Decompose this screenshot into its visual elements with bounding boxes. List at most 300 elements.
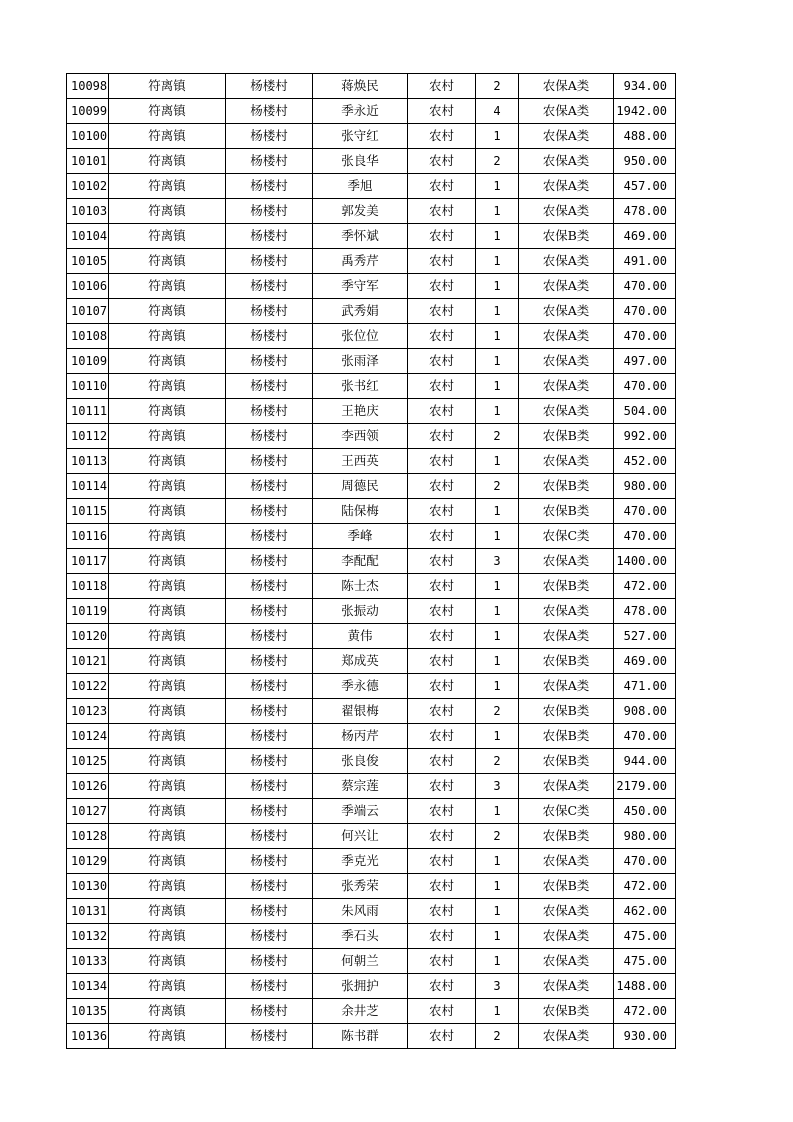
household-size-cell: 1 (476, 199, 519, 224)
category-cell: 农保B类 (519, 424, 614, 449)
category-cell: 农保A类 (519, 849, 614, 874)
name-cell: 何朝兰 (313, 949, 408, 974)
residence-type-cell: 农村 (408, 349, 476, 374)
name-cell: 季永德 (313, 674, 408, 699)
amount-cell: 450.00 (614, 799, 676, 824)
record-id-cell: 10123 (67, 699, 109, 724)
table-row (67, 924, 676, 949)
table-row (67, 874, 676, 899)
name-cell: 周德民 (313, 474, 408, 499)
town-cell: 符离镇 (109, 399, 226, 424)
table-row (67, 949, 676, 974)
record-id-cell: 10109 (67, 349, 109, 374)
category-cell: 农保A类 (519, 349, 614, 374)
category-cell: 农保B类 (519, 499, 614, 524)
village-cell: 杨楼村 (226, 549, 313, 574)
name-cell: 张拥护 (313, 974, 408, 999)
household-size-cell: 1 (476, 999, 519, 1024)
village-cell: 杨楼村 (226, 924, 313, 949)
record-id-cell: 10115 (67, 499, 109, 524)
name-cell: 张良俊 (313, 749, 408, 774)
record-id-cell: 10101 (67, 149, 109, 174)
residence-type-cell: 农村 (408, 449, 476, 474)
name-cell: 张书红 (313, 374, 408, 399)
residence-type-cell: 农村 (408, 424, 476, 449)
amount-cell: 469.00 (614, 224, 676, 249)
village-cell: 杨楼村 (226, 199, 313, 224)
table-row (67, 1024, 676, 1049)
category-cell: 农保A类 (519, 124, 614, 149)
name-cell: 蔡宗莲 (313, 774, 408, 799)
residence-type-cell: 农村 (408, 299, 476, 324)
residence-type-cell: 农村 (408, 774, 476, 799)
residence-type-cell: 农村 (408, 174, 476, 199)
table-row (67, 349, 676, 374)
village-cell: 杨楼村 (226, 699, 313, 724)
table-row (67, 449, 676, 474)
name-cell: 蒋焕民 (313, 74, 408, 99)
household-size-cell: 2 (476, 1024, 519, 1049)
village-cell: 杨楼村 (226, 849, 313, 874)
amount-cell: 944.00 (614, 749, 676, 774)
amount-cell: 478.00 (614, 599, 676, 624)
table-row (67, 674, 676, 699)
record-id-cell: 10098 (67, 74, 109, 99)
table-row (67, 599, 676, 624)
table-row (67, 424, 676, 449)
category-cell: 农保C类 (519, 799, 614, 824)
record-id-cell: 10125 (67, 749, 109, 774)
category-cell: 农保B类 (519, 999, 614, 1024)
table-row (67, 399, 676, 424)
amount-cell: 980.00 (614, 824, 676, 849)
record-id-cell: 10130 (67, 874, 109, 899)
category-cell: 农保B类 (519, 649, 614, 674)
residence-type-cell: 农村 (408, 874, 476, 899)
record-id-cell: 10118 (67, 574, 109, 599)
town-cell: 符离镇 (109, 774, 226, 799)
town-cell: 符离镇 (109, 899, 226, 924)
name-cell: 余井芝 (313, 999, 408, 1024)
village-cell: 杨楼村 (226, 474, 313, 499)
category-cell: 农保B类 (519, 224, 614, 249)
amount-cell: 475.00 (614, 949, 676, 974)
table-row (67, 824, 676, 849)
amount-cell: 2179.00 (614, 774, 676, 799)
table-row (67, 724, 676, 749)
town-cell: 符离镇 (109, 349, 226, 374)
household-size-cell: 1 (476, 899, 519, 924)
table-row (67, 999, 676, 1024)
village-cell: 杨楼村 (226, 399, 313, 424)
amount-cell: 470.00 (614, 324, 676, 349)
amount-cell: 930.00 (614, 1024, 676, 1049)
table-row (67, 74, 676, 99)
category-cell: 农保A类 (519, 549, 614, 574)
residence-type-cell: 农村 (408, 949, 476, 974)
table-row (67, 749, 676, 774)
category-cell: 农保A类 (519, 924, 614, 949)
residence-type-cell: 农村 (408, 524, 476, 549)
name-cell: 郑成英 (313, 649, 408, 674)
residence-type-cell: 农村 (408, 199, 476, 224)
town-cell: 符离镇 (109, 174, 226, 199)
amount-cell: 1942.00 (614, 99, 676, 124)
record-id-cell: 10113 (67, 449, 109, 474)
residence-type-cell: 农村 (408, 474, 476, 499)
village-cell: 杨楼村 (226, 824, 313, 849)
name-cell: 陈书群 (313, 1024, 408, 1049)
record-id-cell: 10131 (67, 899, 109, 924)
name-cell: 李西领 (313, 424, 408, 449)
household-size-cell: 1 (476, 724, 519, 749)
town-cell: 符离镇 (109, 124, 226, 149)
village-cell: 杨楼村 (226, 349, 313, 374)
name-cell: 季克光 (313, 849, 408, 874)
name-cell: 张振动 (313, 599, 408, 624)
table-body (67, 74, 676, 1049)
record-id-cell: 10105 (67, 249, 109, 274)
amount-cell: 462.00 (614, 899, 676, 924)
name-cell: 季峰 (313, 524, 408, 549)
village-cell: 杨楼村 (226, 274, 313, 299)
category-cell: 农保A类 (519, 774, 614, 799)
town-cell: 符离镇 (109, 849, 226, 874)
household-size-cell: 2 (476, 749, 519, 774)
village-cell: 杨楼村 (226, 524, 313, 549)
household-size-cell: 2 (476, 474, 519, 499)
record-id-cell: 10111 (67, 399, 109, 424)
village-cell: 杨楼村 (226, 874, 313, 899)
amount-cell: 470.00 (614, 499, 676, 524)
residence-type-cell: 农村 (408, 824, 476, 849)
category-cell: 农保C类 (519, 524, 614, 549)
village-cell: 杨楼村 (226, 799, 313, 824)
category-cell: 农保B类 (519, 474, 614, 499)
household-size-cell: 1 (476, 374, 519, 399)
amount-cell: 527.00 (614, 624, 676, 649)
table-row (67, 974, 676, 999)
household-size-cell: 1 (476, 124, 519, 149)
record-id-cell: 10112 (67, 424, 109, 449)
name-cell: 张位位 (313, 324, 408, 349)
table-row (67, 149, 676, 174)
household-size-cell: 1 (476, 274, 519, 299)
category-cell: 农保A类 (519, 149, 614, 174)
village-cell: 杨楼村 (226, 999, 313, 1024)
amount-cell: 980.00 (614, 474, 676, 499)
table-row (67, 849, 676, 874)
residence-type-cell: 农村 (408, 224, 476, 249)
household-size-cell: 1 (476, 174, 519, 199)
residence-type-cell: 农村 (408, 649, 476, 674)
name-cell: 季守军 (313, 274, 408, 299)
category-cell: 农保A类 (519, 624, 614, 649)
residence-type-cell: 农村 (408, 674, 476, 699)
village-cell: 杨楼村 (226, 749, 313, 774)
amount-cell: 472.00 (614, 574, 676, 599)
town-cell: 符离镇 (109, 99, 226, 124)
table-row (67, 774, 676, 799)
amount-cell: 470.00 (614, 524, 676, 549)
town-cell: 符离镇 (109, 824, 226, 849)
category-cell: 农保A类 (519, 174, 614, 199)
table-row (67, 174, 676, 199)
table-row (67, 624, 676, 649)
category-cell: 农保B类 (519, 574, 614, 599)
record-id-cell: 10126 (67, 774, 109, 799)
residence-type-cell: 农村 (408, 399, 476, 424)
table-row (67, 199, 676, 224)
residence-type-cell: 农村 (408, 899, 476, 924)
village-cell: 杨楼村 (226, 74, 313, 99)
table-row (67, 324, 676, 349)
category-cell: 农保B类 (519, 874, 614, 899)
town-cell: 符离镇 (109, 299, 226, 324)
household-size-cell: 1 (476, 849, 519, 874)
name-cell: 何兴让 (313, 824, 408, 849)
name-cell: 张秀荣 (313, 874, 408, 899)
record-id-cell: 10132 (67, 924, 109, 949)
amount-cell: 470.00 (614, 849, 676, 874)
village-cell: 杨楼村 (226, 974, 313, 999)
amount-cell: 470.00 (614, 724, 676, 749)
household-size-cell: 1 (476, 499, 519, 524)
town-cell: 符离镇 (109, 499, 226, 524)
household-size-cell: 3 (476, 974, 519, 999)
table-row (67, 799, 676, 824)
residence-type-cell: 农村 (408, 149, 476, 174)
town-cell: 符离镇 (109, 874, 226, 899)
household-size-cell: 1 (476, 399, 519, 424)
town-cell: 符离镇 (109, 524, 226, 549)
table-row (67, 224, 676, 249)
residence-type-cell: 农村 (408, 574, 476, 599)
category-cell: 农保A类 (519, 199, 614, 224)
table-row (67, 299, 676, 324)
residence-type-cell: 农村 (408, 549, 476, 574)
record-id-cell: 10122 (67, 674, 109, 699)
table-row (67, 499, 676, 524)
household-size-cell: 1 (476, 874, 519, 899)
amount-cell: 475.00 (614, 924, 676, 949)
category-cell: 农保A类 (519, 249, 614, 274)
household-size-cell: 4 (476, 99, 519, 124)
category-cell: 农保A类 (519, 899, 614, 924)
town-cell: 符离镇 (109, 924, 226, 949)
table-row (67, 99, 676, 124)
village-cell: 杨楼村 (226, 899, 313, 924)
household-size-cell: 1 (476, 649, 519, 674)
amount-cell: 934.00 (614, 74, 676, 99)
amount-cell: 497.00 (614, 349, 676, 374)
household-size-cell: 1 (476, 599, 519, 624)
table-row (67, 549, 676, 574)
household-size-cell: 1 (476, 949, 519, 974)
record-id-cell: 10117 (67, 549, 109, 574)
residence-type-cell: 农村 (408, 274, 476, 299)
residence-type-cell: 农村 (408, 499, 476, 524)
name-cell: 王艳庆 (313, 399, 408, 424)
category-cell: 农保A类 (519, 74, 614, 99)
residence-type-cell: 农村 (408, 374, 476, 399)
town-cell: 符离镇 (109, 574, 226, 599)
household-size-cell: 1 (476, 574, 519, 599)
village-cell: 杨楼村 (226, 949, 313, 974)
record-id-cell: 10136 (67, 1024, 109, 1049)
household-size-cell: 1 (476, 924, 519, 949)
residence-type-cell: 农村 (408, 749, 476, 774)
village-cell: 杨楼村 (226, 299, 313, 324)
name-cell: 陈士杰 (313, 574, 408, 599)
amount-cell: 1400.00 (614, 549, 676, 574)
town-cell: 符离镇 (109, 149, 226, 174)
table-row (67, 574, 676, 599)
record-id-cell: 10102 (67, 174, 109, 199)
residence-type-cell: 农村 (408, 799, 476, 824)
residence-type-cell: 农村 (408, 74, 476, 99)
category-cell: 农保A类 (519, 399, 614, 424)
amount-cell: 471.00 (614, 674, 676, 699)
village-cell: 杨楼村 (226, 649, 313, 674)
town-cell: 符离镇 (109, 324, 226, 349)
record-id-cell: 10103 (67, 199, 109, 224)
record-id-cell: 10120 (67, 624, 109, 649)
household-size-cell: 2 (476, 149, 519, 174)
village-cell: 杨楼村 (226, 674, 313, 699)
town-cell: 符离镇 (109, 699, 226, 724)
town-cell: 符离镇 (109, 949, 226, 974)
record-id-cell: 10108 (67, 324, 109, 349)
residence-type-cell: 农村 (408, 849, 476, 874)
amount-cell: 457.00 (614, 174, 676, 199)
village-cell: 杨楼村 (226, 424, 313, 449)
category-cell: 农保A类 (519, 949, 614, 974)
category-cell: 农保A类 (519, 674, 614, 699)
village-cell: 杨楼村 (226, 624, 313, 649)
category-cell: 农保A类 (519, 99, 614, 124)
amount-cell: 950.00 (614, 149, 676, 174)
record-id-cell: 10124 (67, 724, 109, 749)
table-row (67, 474, 676, 499)
village-cell: 杨楼村 (226, 724, 313, 749)
category-cell: 农保B类 (519, 749, 614, 774)
category-cell: 农保B类 (519, 699, 614, 724)
village-cell: 杨楼村 (226, 599, 313, 624)
record-id-cell: 10104 (67, 224, 109, 249)
village-cell: 杨楼村 (226, 449, 313, 474)
village-cell: 杨楼村 (226, 224, 313, 249)
town-cell: 符离镇 (109, 724, 226, 749)
town-cell: 符离镇 (109, 449, 226, 474)
category-cell: 农保A类 (519, 599, 614, 624)
town-cell: 符离镇 (109, 374, 226, 399)
amount-cell: 472.00 (614, 999, 676, 1024)
name-cell: 李配配 (313, 549, 408, 574)
record-id-cell: 10110 (67, 374, 109, 399)
amount-cell: 470.00 (614, 299, 676, 324)
town-cell: 符离镇 (109, 74, 226, 99)
household-size-cell: 1 (476, 524, 519, 549)
village-cell: 杨楼村 (226, 774, 313, 799)
household-size-cell: 1 (476, 674, 519, 699)
household-size-cell: 3 (476, 774, 519, 799)
residence-type-cell: 农村 (408, 1024, 476, 1049)
town-cell: 符离镇 (109, 474, 226, 499)
household-size-cell: 1 (476, 799, 519, 824)
record-id-cell: 10135 (67, 999, 109, 1024)
village-cell: 杨楼村 (226, 174, 313, 199)
household-size-cell: 3 (476, 549, 519, 574)
amount-cell: 1488.00 (614, 974, 676, 999)
category-cell: 农保A类 (519, 1024, 614, 1049)
amount-cell: 908.00 (614, 699, 676, 724)
town-cell: 符离镇 (109, 199, 226, 224)
name-cell: 季端云 (313, 799, 408, 824)
name-cell: 季旭 (313, 174, 408, 199)
town-cell: 符离镇 (109, 649, 226, 674)
residence-type-cell: 农村 (408, 624, 476, 649)
name-cell: 王西英 (313, 449, 408, 474)
category-cell: 农保A类 (519, 274, 614, 299)
town-cell: 符离镇 (109, 749, 226, 774)
household-size-cell: 1 (476, 624, 519, 649)
category-cell: 农保B类 (519, 724, 614, 749)
village-cell: 杨楼村 (226, 324, 313, 349)
record-id-cell: 10134 (67, 974, 109, 999)
residence-type-cell: 农村 (408, 699, 476, 724)
record-id-cell: 10116 (67, 524, 109, 549)
village-cell: 杨楼村 (226, 574, 313, 599)
village-cell: 杨楼村 (226, 99, 313, 124)
table-row (67, 124, 676, 149)
town-cell: 符离镇 (109, 674, 226, 699)
residence-type-cell: 农村 (408, 599, 476, 624)
village-cell: 杨楼村 (226, 249, 313, 274)
household-size-cell: 1 (476, 299, 519, 324)
name-cell: 杨丙芹 (313, 724, 408, 749)
name-cell: 翟银梅 (313, 699, 408, 724)
name-cell: 陆保梅 (313, 499, 408, 524)
village-cell: 杨楼村 (226, 499, 313, 524)
record-id-cell: 10133 (67, 949, 109, 974)
household-size-cell: 1 (476, 449, 519, 474)
name-cell: 张守红 (313, 124, 408, 149)
residence-type-cell: 农村 (408, 924, 476, 949)
amount-cell: 452.00 (614, 449, 676, 474)
residence-type-cell: 农村 (408, 999, 476, 1024)
household-size-cell: 1 (476, 324, 519, 349)
residence-type-cell: 农村 (408, 324, 476, 349)
household-size-cell: 2 (476, 74, 519, 99)
town-cell: 符离镇 (109, 224, 226, 249)
household-size-cell: 2 (476, 424, 519, 449)
amount-cell: 470.00 (614, 374, 676, 399)
town-cell: 符离镇 (109, 974, 226, 999)
table-row (67, 249, 676, 274)
category-cell: 农保B类 (519, 824, 614, 849)
record-id-cell: 10099 (67, 99, 109, 124)
name-cell: 季石头 (313, 924, 408, 949)
household-size-cell: 2 (476, 824, 519, 849)
record-id-cell: 10107 (67, 299, 109, 324)
residence-type-cell: 农村 (408, 724, 476, 749)
amount-cell: 478.00 (614, 199, 676, 224)
town-cell: 符离镇 (109, 424, 226, 449)
table-row (67, 274, 676, 299)
record-id-cell: 10121 (67, 649, 109, 674)
record-id-cell: 10127 (67, 799, 109, 824)
